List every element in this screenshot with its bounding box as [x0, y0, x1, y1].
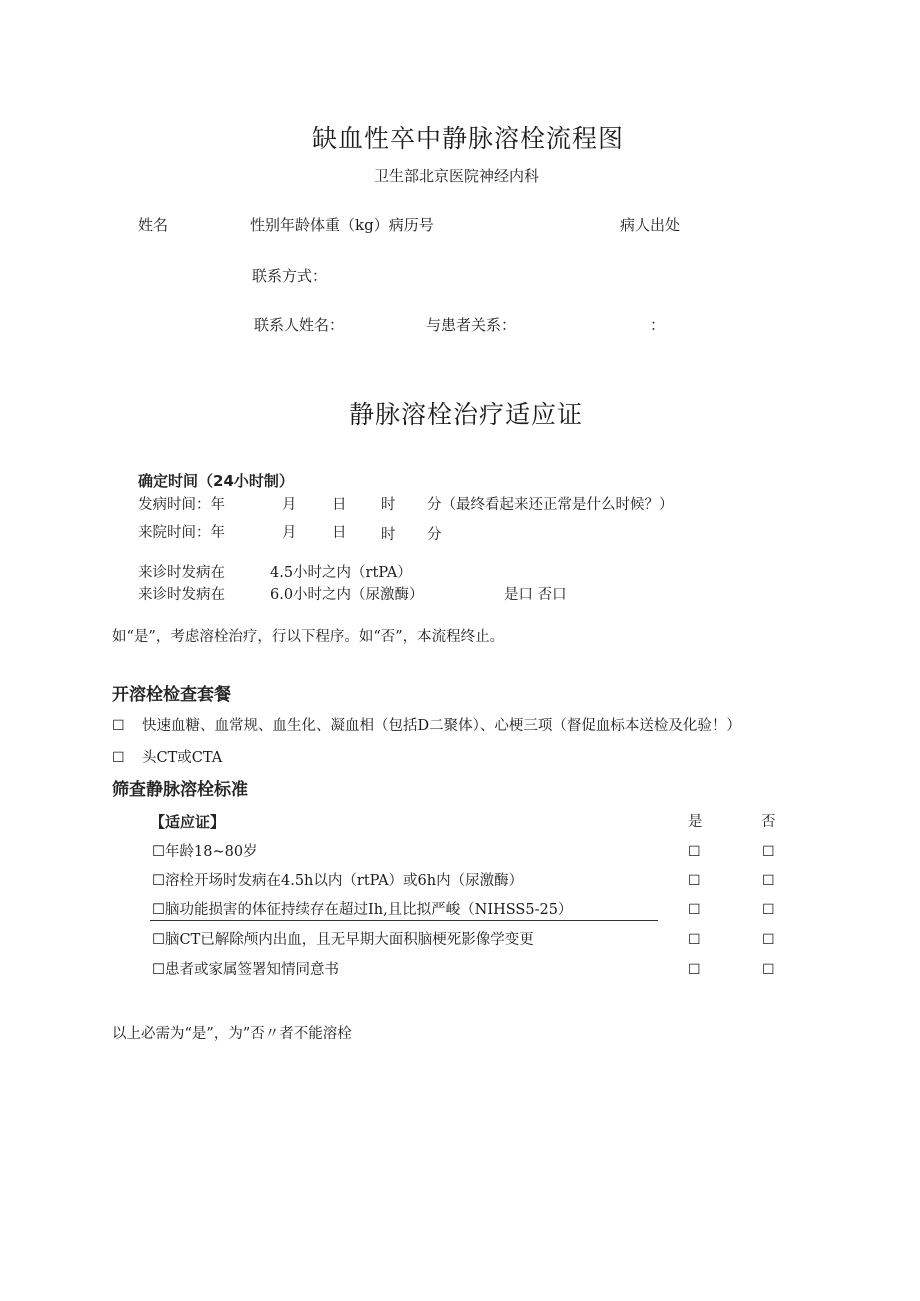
criterion-4-text: ☐脑CT已解除颅内出血，且无早期大面积脑梗死影像学变更: [152, 932, 534, 948]
onset-note: 分（最终看起来还正常是什么时候？）: [427, 497, 674, 513]
window-line1-value: 4.5小时之内（rtPA）: [270, 565, 412, 581]
criterion-3-yes-checkbox[interactable]: ☐: [688, 902, 701, 918]
arrival-hour: 时: [381, 527, 396, 543]
criterion-1-yes-checkbox[interactable]: ☐: [688, 844, 701, 860]
contact-method-label: 联系方式：: [252, 267, 328, 285]
onset-time-label: 发病时间：年: [138, 497, 225, 513]
time-heading: 确定时间（24小时制）: [138, 472, 294, 490]
window-line1-prefix: 来诊时发病在: [138, 565, 225, 581]
patient-info-label: 性别年龄体重（kg）病历号: [250, 216, 434, 234]
criterion-4-no-checkbox[interactable]: ☐: [762, 932, 775, 948]
arrival-day: 日: [332, 525, 347, 541]
arrival-time-label: 来院时间：年: [138, 525, 225, 541]
criterion-5-text: ☐患者或家属签署知情同意书: [152, 962, 339, 978]
criterion-4-yes-checkbox[interactable]: ☐: [688, 932, 701, 948]
criterion-2-yes-checkbox[interactable]: ☐: [688, 873, 701, 889]
package-item-2-text: 头CT或CTA: [142, 750, 223, 766]
criterion-3-underline: [150, 920, 658, 921]
relation-label: 与患者关系：: [426, 316, 517, 334]
criterion-2-no-checkbox[interactable]: ☐: [762, 873, 775, 889]
window-line2-prefix: 来诊时发病在: [138, 587, 225, 603]
relation-tail: ：: [650, 316, 666, 334]
package-item-2-checkbox[interactable]: ☐: [112, 750, 125, 766]
screening-heading: 筛查静脉溶栓标准: [112, 780, 248, 800]
patient-origin-label: 病人出处: [620, 216, 681, 234]
yes-no-checkbox[interactable]: 是口 否口: [504, 587, 567, 603]
arrival-minute: 分: [427, 527, 442, 543]
contact-person-label: 联系人姓名：: [254, 316, 345, 334]
page-title: 缺血性卒中静脉溶栓流程图: [312, 124, 625, 153]
arrival-month: 月: [282, 525, 297, 541]
package-heading: 开溶栓检查套餐: [112, 685, 231, 705]
window-line2-value: 6.0小时之内（尿激酶）: [270, 587, 424, 603]
onset-month: 月: [282, 497, 297, 513]
no-column-header: 否: [761, 814, 776, 830]
onset-day: 日: [332, 497, 347, 513]
criterion-1-no-checkbox[interactable]: ☐: [762, 844, 775, 860]
screening-footer: 以上必需为“是”，为”否〃者不能溶栓: [112, 1026, 352, 1042]
onset-hour: 时: [381, 497, 396, 513]
indication-title: 静脉溶栓治疗适应证: [349, 400, 584, 429]
yes-column-header: 是: [688, 814, 703, 830]
page-subtitle: 卫生部北京医院神经内科: [374, 167, 540, 185]
criterion-5-yes-checkbox[interactable]: ☐: [688, 962, 701, 978]
instruction-text: 如“是”，考虑溶栓治疗，行以下程序。如“否”，本流程终止。: [112, 629, 505, 645]
screening-subheading: 【适应证】: [150, 813, 226, 831]
criterion-3-text: ☐脑功能损害的体征持续存在超过Ih,且比拟严峻（NIHSS5-25）: [152, 902, 573, 918]
criterion-2-text: ☐溶栓开场时发病在4.5h以内（rtPA）或6h内（尿激酶）: [152, 873, 524, 889]
criterion-5-no-checkbox[interactable]: ☐: [762, 962, 775, 978]
criterion-1-text: ☐年龄18~80岁: [152, 844, 258, 860]
name-label: 姓名: [138, 216, 169, 234]
criterion-3-no-checkbox[interactable]: ☐: [762, 902, 775, 918]
package-item-1-text: 快速血糖、血常规、血生化、凝血相（包括D二聚体）、心梗三项（督促血标本送检及化验！）: [142, 718, 741, 734]
package-item-1-checkbox[interactable]: ☐: [112, 718, 125, 734]
